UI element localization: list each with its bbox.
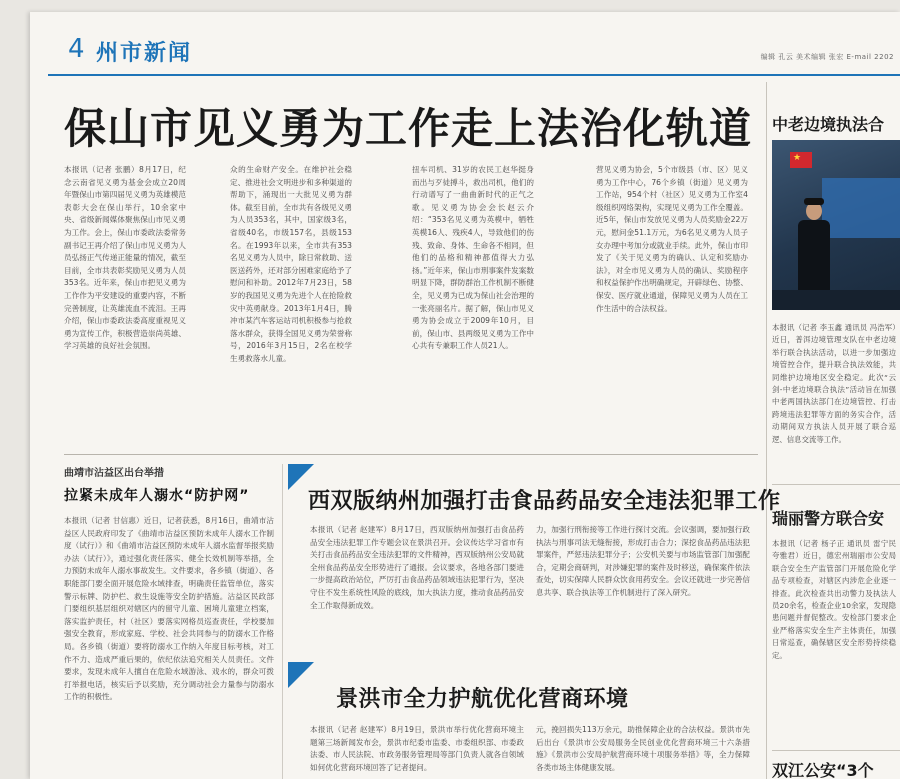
section-divider xyxy=(64,454,758,455)
story-food-safety-col-left: 本报讯（记者 赵建军）8月17日，西双版纳州加强打击食品药品安全违法犯罪工作专题会议在景洪召开。会议传达学习省市有关打击食品药品安全违法犯罪的文件精神，西双版纳州公安局就全州食品药品安全形势进行了通报。会议要求，各地各部门要进一步提高政治站位，严厉打击食品药品领域违法犯罪行为，坚决守住不发生系统性风险的底线，加大执法力度，推动食品药品安全工作取得新成效。 xyxy=(310,525,524,610)
story-food-safety-headline: 西双版纳州加强打击食品药品安全违法犯罪工作 xyxy=(308,489,781,514)
right-story-c-headline: 双江公安“3个 xyxy=(772,761,874,779)
lead-headline: 保山市见义勇为工作走上法治化轨道 xyxy=(64,104,753,153)
lead-column-3: 扭车司机、31岁的农民工赵华挺身而出与歹徒搏斗，救出司机，他们的行动谱写了一曲曲新时代的正气之歌。见义勇为协会会长赵云介绍：“353名见义勇为英模中，牺牲英模16人、残疾4人，导致他们的伤残、致命、身体、生命各不相同，但他们的品格和精神都值得大力弘扬。”近年来，保山市刑事案件发案数明显下降，群防群治工作机制不断健全，见义勇为已成为保山社会治理的一张亮丽名片。据了解，保山市见义勇为协会成立于2009年10月，目前，保山市、县两级见义勇为工作中心共有专兼职工作人员21人。 xyxy=(412,165,534,351)
right-divider xyxy=(772,750,900,751)
story-business-env-headline: 景洪市全力护航优化营商环境 xyxy=(336,687,629,712)
page-number: 4 xyxy=(68,34,85,64)
blue-corner-marker xyxy=(288,662,314,688)
officer-figure xyxy=(798,220,830,290)
newspaper-page xyxy=(30,12,900,779)
right-story-b-headline: 瑞丽警方联合安 xyxy=(772,509,885,528)
officer-cap xyxy=(804,198,824,205)
left-story-kicker: 曲靖市沾益区出台举措 xyxy=(64,468,164,479)
column-divider xyxy=(766,82,767,779)
right-divider xyxy=(772,484,900,485)
lead-column-1: 本报讯（记者 张鹏）8月17日，纪念云南省见义勇为基金会成立20周年暨保山市第四届见义勇为英雄模范表彰大会在保山举行，10余家中央、省级新闻媒体聚焦保山市见义勇为工作。会上，保山市委政法委常务副书记王再介绍了保山市见义勇为人员弘扬正气传递正能量的情况，截至目前，全市共表彰奖励见义勇为人员353名。近年来，保山市把见义勇为工作作为平安建设的重要内容，不断完善制度，让英雄流血不流泪。王再介绍，保山市委政法委高度重视见义勇为宣传工作，积极营造崇尚英雄、学习英雄的良好社会氛围。 xyxy=(64,165,186,351)
right-story-a-body: 本报讯（记者 李玉鑫 通讯员 冯浩军）近日，普洱边境管理支队在中老边境举行联合执法活动，以进一步加强边境管控合作，提升联合执法效能，共同维护边境地区安全稳定。此次“云剑-中老边境联合执法”活动旨在加强中老两国执法部门在边境管控、打击跨境违法犯罪等方面的务实合作，活动期间双方执法人员开展了联合巡逻、信息交流等工作。 xyxy=(772,323,896,444)
story-business-env xyxy=(288,662,758,779)
story-food-safety-col-right: 力，加强行刑衔接等工作进行探讨交流。会议强调，要加强行政执法与刑事司法无缝衔接，形成打击合力；深挖食品药品违法犯罪案件，严惩违法犯罪分子；公安机关要与市场监管部门加强配合，定期会商研判，对涉嫌犯罪的案件及时移送，确保案件依法查处，切实保障人民群众饮食用药安全。会议还就进一步完善信息共享、联合执法等工作机制进行了深入研究。 xyxy=(536,525,750,597)
left-story xyxy=(64,464,274,779)
photo-floor xyxy=(772,290,900,310)
column-divider-lower xyxy=(282,464,283,779)
banner-shape xyxy=(822,178,900,238)
header-meta: 编辑 孔云 美术编辑 张宏 E-mail 2202 xyxy=(760,53,894,61)
left-story-body: 本报讯（记者 甘信惠）近日，记者获悉，8月16日，曲靖市沾益区人民政府印发了《曲靖市沾益区预防未成年人溺水工作制度（试行）》和《曲靖市沾益区预防未成年人溺水监督举报奖励办法（试行）》，通过强化责任落实、健全长效机制等举措，全力预防未成年人溺水事故发生。文件要求，各乡镇（街道）、各职能部门要全面开展危险水域排查，明确责任监管单位，落实警示标牌、防护栏、救生设施等安全防护措施。沾益区民政部门要组织基层组织对辖区内的留守儿童、困境儿童建立档案，落实监护责任，村（社区）要落实网格员巡查责任，学校要加强安全教育，形成家庭、学校、社会共同参与的防溺水工作格局。各乡镇（街道）要将防溺水工作纳入年度目标考核，对工作不力、造成严重后果的，依纪依法追究相关人员责任。文件要求，发现未成年人擅自在危险水域游泳、戏水的，群众可拨打举报电话，核实后予以奖励，充分调动社会力量参与防溺水工作的积极性。 xyxy=(64,516,274,702)
story-food-safety xyxy=(288,464,781,654)
right-column xyxy=(772,82,900,779)
header-rule xyxy=(48,74,900,76)
section-name: 州市新闻 xyxy=(96,41,193,66)
lead-column-4: 营见义勇为协会，5个市级县（市、区）见义勇为工作中心，76个乡镇（街道）见义勇为工作站，954个村（社区）见义勇为工作室4级组织网络架构，实现见义勇为工作全覆盖。近5年，保山市发放见义勇为人员奖励金22万元，慰问金51.1万元，为6名见义勇为人员子女办理中考加分或就业手续。此外，保山市印发了《关于见义勇为的确认、认定和奖励办法》，对全市见义勇为人员的确认、奖励程序和权益保护作出明确规定，开辟绿色、协整、保安、医疗就业通道，保障见义勇为人员在工作生活中的合法权益。 xyxy=(596,165,748,313)
border-officer-photo xyxy=(772,140,900,310)
right-story-a-headline: 中老边境执法合 xyxy=(772,115,885,134)
story-business-env-col-right: 元，挽回损失113万余元，助推保障企业的合法权益。景洪市先后出台《景洪市公安局服务全民创业优化营商环境三十六条措施》《景洪市公安局护航营商环境十项服务举措》等，全力保障各类市场主体健康发展。 xyxy=(536,725,750,772)
story-food-safety-body xyxy=(310,524,750,652)
story-business-env-col-left: 本报讯（记者 赵建军）8月19日，景洪市举行优化营商环境主题第三场新闻发布会，景洪市纪委市监委、市委组织部、市委政法委、市人民法院、市政务服务管理局等部门负责人就各自领域如何优化营商环境回答了记者提问。 xyxy=(310,725,524,772)
right-story-b-body: 本报讯（记者 杨子正 通讯员 雷宁民 夸雅君）近日，德宏州瑞丽市公安局联合安全生产监管部门开展危险化学品专项检查，对辖区内涉危企业逐一排查。此次检查共出动警力及执法人员20余名，检查企业10余家，发现隐患问题并督促整改。安检部门要求企业严格落实安全生产主体责任，加强日常巡查，确保辖区安全形势持续稳定。 xyxy=(772,539,896,660)
lead-story-columns xyxy=(64,164,754,434)
lead-column-2: 众的生命财产安全。在维护社会稳定、推进社会文明进步和多种渠道的帮助下，涌现出一大批见义勇为群体。截至目前，全市共有各级见义勇为人员353名，其中，国家级3名，省级40名，市级157名，县级153名。在1993年以来，全市共有353名见义勇为人员中，除日常救助、送医送药外，还对部分困难家庭给予了慰问和补助。2012年7月23日，58岁的我国见义勇为先进个人在抢险救灾中英勇献身。2013年1月4日，腾冲市某汽车客运站司机积极参与抢救落水群众，获得全国见义勇为荣誉称号，2016年3月15日，2名在校学生勇救落水儿童。 xyxy=(230,165,352,363)
page-header xyxy=(30,12,900,82)
star-icon: ★ xyxy=(793,153,802,163)
left-story-headline: 拉紧未成年人溺水“防护网” xyxy=(64,488,250,504)
story-business-env-body xyxy=(310,724,750,779)
